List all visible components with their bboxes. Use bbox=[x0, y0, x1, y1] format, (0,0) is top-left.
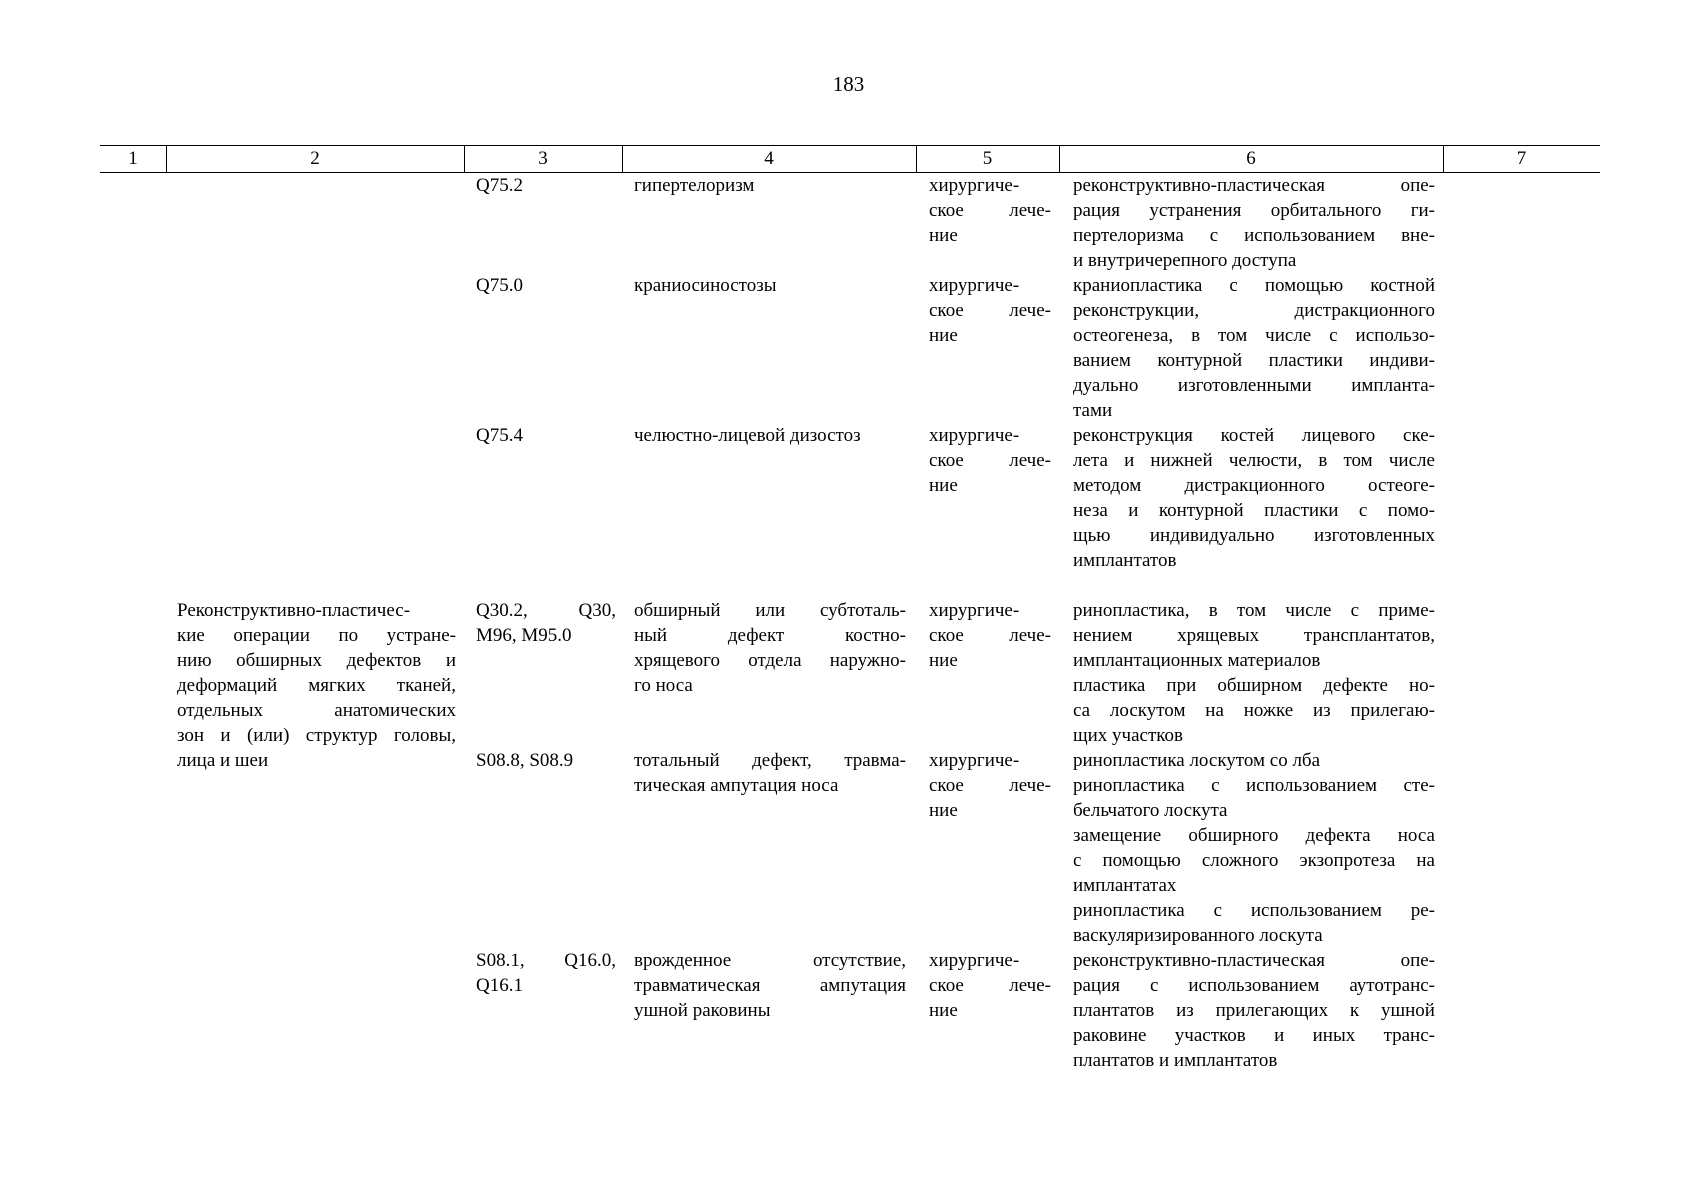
code-cell: Q75.4 bbox=[476, 425, 523, 446]
code-cell: S08.8, S08.9 bbox=[476, 750, 574, 771]
treatment-line: ское лече- bbox=[929, 450, 1051, 471]
code-cell: Q75.2 bbox=[476, 175, 523, 196]
method-cell: реконструктивно-пластическая опе- рация устранения орбитального ги- пертелоризма с использованием вне- и внутричерепного доступа bbox=[1073, 175, 1435, 271]
treatment-cell: хирургиче- ское лече- ние bbox=[929, 425, 1051, 496]
header-col-6: 6 bbox=[1246, 148, 1256, 169]
treatment-line: ское лече- bbox=[929, 200, 1051, 221]
condition-cell: челюстно-лицевой дизостоз bbox=[634, 425, 861, 446]
treatment-line: ское лече- bbox=[929, 975, 1051, 996]
header-col-4: 4 bbox=[764, 148, 774, 169]
code-cell: Q75.0 bbox=[476, 275, 523, 296]
page-number: 183 bbox=[832, 72, 865, 96]
method-cell: реконструктивно-пластическая опе- рация с использованием аутотранс- плантатов из прилегающих к ушной раковине участков и иных транс- плантатов и имплантатов bbox=[1073, 950, 1435, 1071]
table-header bbox=[100, 145, 1600, 173]
method-cell: краниопластика с помощью костной реконструкции, дистракционного остеогенеза, в том числе с использо- ванием контурной пластики индиви- дуально изготовленными импланта- тами bbox=[1073, 275, 1435, 421]
method-cell: ринопластика, в том числе с приме- нением хрящевых трансплантатов, имплантационных материалов пластика при обширном дефекте но- са лоскутом на ножке из прилегаю- щих участков bbox=[1073, 600, 1435, 746]
header-col-3: 3 bbox=[538, 148, 548, 169]
condition-cell: гипертелоризм bbox=[634, 175, 755, 196]
code-cell: S08.1, Q16.0, Q16.1 bbox=[476, 950, 616, 996]
condition-cell: обширный или субтоталь- ный дефект костно- хрящевого отдела наружно- го носа bbox=[634, 600, 906, 696]
header-col-1: 1 bbox=[128, 148, 138, 169]
header-col-2: 2 bbox=[310, 148, 320, 169]
group-title: Реконструктивно-пластичес- кие операции по устране- нию обширных дефектов и деформаций мягких тканей, отдельных анатомических зон и (или) структур головы, лица и шеи bbox=[177, 600, 456, 771]
condition-cell: краниосиностозы bbox=[634, 275, 777, 296]
treatment-cell: хирургиче- ское лече- ние bbox=[929, 275, 1051, 346]
header-col-5: 5 bbox=[982, 148, 993, 169]
treatment-line: ское лече- bbox=[929, 775, 1051, 796]
treatment-cell: хирургиче- ское лече- ние bbox=[929, 600, 1051, 671]
code-cell: Q30.2, Q30, M96, M95.0 bbox=[476, 600, 616, 646]
condition-cell: врожденное отсутствие, травматическая ампутация ушной раковины bbox=[634, 950, 906, 1021]
method-cell: ринопластика лоскутом со лба ринопластика с использованием сте- бельчатого лоскута замещение обширного дефекта носа с помощью сложного экзопротеза на имплантатах ринопластика с использованием ре- васкуляризированного лоскута bbox=[1073, 750, 1435, 946]
treatment-cell: хирургиче- ское лече- ние bbox=[929, 175, 1051, 246]
treatment-cell: хирургиче- ское лече- ние bbox=[929, 750, 1051, 821]
condition-cell: тотальный дефект, травма- тическая ампутация носа bbox=[634, 750, 906, 796]
treatment-line: ское лече- bbox=[929, 625, 1051, 646]
treatment-cell: хирургиче- ское лече- ние bbox=[929, 950, 1051, 1021]
header-col-7: 7 bbox=[1516, 148, 1527, 169]
method-cell: реконструкция костей лицевого ске- лета и нижней челюсти, в том числе методом дистракционного остеоге- неза и контурной пластики с помо- щью индивидуально изготовленных имплантатов bbox=[1073, 425, 1435, 571]
treatment-line: ское лече- bbox=[929, 300, 1051, 321]
